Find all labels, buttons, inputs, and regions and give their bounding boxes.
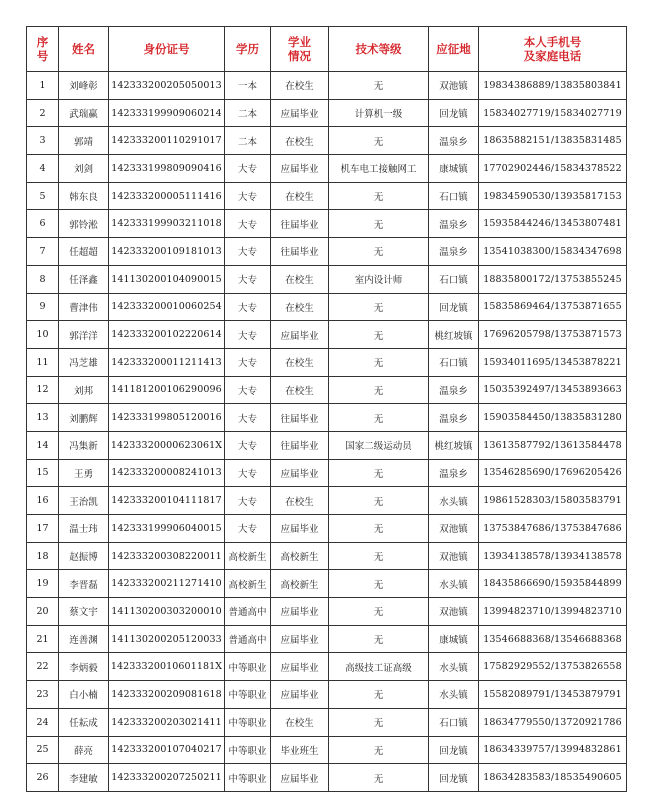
cell-study-status: 应届毕业 [271,764,329,792]
cell-phone: 15582089791/13453879791 [479,681,627,709]
cell-study-status: 应届毕业 [271,515,329,543]
cell-recruit-place: 双池镇 [429,515,479,543]
cell-skill-level: 无 [329,127,429,155]
cell-seq: 2 [27,99,59,127]
cell-name: 王治凯 [59,487,109,515]
cell-education: 大专 [225,321,271,349]
cell-study-status: 应届毕业 [271,625,329,653]
cell-name: 李炳毅 [59,653,109,681]
cell-seq: 18 [27,542,59,570]
cell-phone: 15935844246/13453807481 [479,210,627,238]
cell-recruit-place: 温泉乡 [429,238,479,266]
cell-id-number: 142333200205050013 [109,72,225,100]
cell-recruit-place: 石口镇 [429,182,479,210]
cell-name: 郭靖 [59,127,109,155]
table-row [27,376,627,404]
cell-id-number: 142333200011211413 [109,348,225,376]
table-row [27,155,627,183]
cell-recruit-place: 双池镇 [429,542,479,570]
cell-id-number: 142333200109181013 [109,238,225,266]
cell-study-status: 在校生 [271,348,329,376]
cell-phone: 19861528303/15803583791 [479,487,627,515]
cell-id-number: 142333200209081618 [109,681,225,709]
cell-id-number: 142333199903211018 [109,210,225,238]
cell-recruit-place: 水头镇 [429,681,479,709]
cell-recruit-place: 温泉乡 [429,459,479,487]
cell-recruit-place: 石口镇 [429,265,479,293]
cell-name: 李晋磊 [59,570,109,598]
cell-id-number: 142333200211271410 [109,570,225,598]
cell-education: 大专 [225,487,271,515]
cell-seq: 11 [27,348,59,376]
header-phone: 本人手机号 及家庭电话 [479,27,627,72]
table-row [27,708,627,736]
cell-skill-level: 无 [329,321,429,349]
cell-study-status: 在校生 [271,127,329,155]
cell-phone: 17696205798/13753871573 [479,321,627,349]
cell-name: 郭洋洋 [59,321,109,349]
cell-id-number: 141181200106290096 [109,376,225,404]
table-row [27,515,627,543]
cell-seq: 20 [27,598,59,626]
cell-skill-level: 无 [329,238,429,266]
table-row [27,570,627,598]
cell-seq: 17 [27,515,59,543]
cell-name: 任超超 [59,238,109,266]
cell-study-status: 在校生 [271,293,329,321]
cell-education: 大专 [225,210,271,238]
cell-name: 任耘成 [59,708,109,736]
cell-id-number: 142333199906040015 [109,515,225,543]
cell-education: 中等职业 [225,653,271,681]
cell-skill-level: 无 [329,736,429,764]
cell-id-number: 142333200104111817 [109,487,225,515]
cell-phone: 13934138578/13934138578 [479,542,627,570]
cell-recruit-place: 水头镇 [429,487,479,515]
cell-phone: 18634339757/13994832861 [479,736,627,764]
cell-id-number: 142333199805120016 [109,404,225,432]
cell-name: 刘邦 [59,376,109,404]
cell-study-status: 在校生 [271,182,329,210]
cell-id-number: 141130200104090015 [109,265,225,293]
cell-skill-level: 国家二级运动员 [329,431,429,459]
table-row [27,681,627,709]
cell-study-status: 应届毕业 [271,653,329,681]
cell-skill-level: 无 [329,348,429,376]
cell-phone: 18634779550/13720921786 [479,708,627,736]
cell-study-status: 在校生 [271,72,329,100]
cell-skill-level: 无 [329,542,429,570]
cell-id-number: 142333200008241013 [109,459,225,487]
cell-phone: 13546688368/13546688368 [479,625,627,653]
cell-education: 大专 [225,155,271,183]
cell-study-status: 毕业班生 [271,736,329,764]
cell-name: 武瑞赢 [59,99,109,127]
cell-phone: 19834386889/13835803841 [479,72,627,100]
cell-recruit-place: 温泉乡 [429,127,479,155]
cell-recruit-place: 水头镇 [429,653,479,681]
cell-seq: 16 [27,487,59,515]
cell-recruit-place: 温泉乡 [429,404,479,432]
cell-name: 任泽鑫 [59,265,109,293]
table-row [27,348,627,376]
cell-skill-level: 室内设计师 [329,265,429,293]
cell-phone: 15903584450/13835831280 [479,404,627,432]
table-row [27,321,627,349]
cell-seq: 19 [27,570,59,598]
cell-education: 大专 [225,459,271,487]
cell-skill-level: 无 [329,459,429,487]
cell-study-status: 在校生 [271,487,329,515]
cell-education: 高校新生 [225,542,271,570]
cell-seq: 22 [27,653,59,681]
table-row [27,238,627,266]
cell-seq: 10 [27,321,59,349]
cell-study-status: 往届毕业 [271,404,329,432]
cell-seq: 8 [27,265,59,293]
header-study-status: 学业 情况 [271,27,329,72]
table-row [27,99,627,127]
cell-name: 刘峰彰 [59,72,109,100]
table-row [27,459,627,487]
cell-skill-level: 无 [329,598,429,626]
table-row [27,293,627,321]
cell-study-status: 往届毕业 [271,431,329,459]
cell-education: 二本 [225,99,271,127]
cell-study-status: 在校生 [271,376,329,404]
cell-education: 中等职业 [225,708,271,736]
header-id-number: 身份证号 [109,27,225,72]
cell-skill-level: 无 [329,293,429,321]
table-row [27,764,627,792]
table-row [27,404,627,432]
cell-study-status: 高校新生 [271,542,329,570]
header-row [27,27,627,72]
cell-seq: 13 [27,404,59,432]
cell-name: 刘剑 [59,155,109,183]
cell-study-status: 往届毕业 [271,210,329,238]
cell-name: 薛亮 [59,736,109,764]
cell-skill-level: 无 [329,708,429,736]
cell-name: 王勇 [59,459,109,487]
cell-seq: 26 [27,764,59,792]
cell-seq: 6 [27,210,59,238]
cell-recruit-place: 温泉乡 [429,210,479,238]
cell-id-number: 141130200303200010 [109,598,225,626]
cell-seq: 23 [27,681,59,709]
cell-seq: 1 [27,72,59,100]
cell-study-status: 应届毕业 [271,681,329,709]
cell-recruit-place: 回龙镇 [429,293,479,321]
cell-id-number: 142333200107040217 [109,736,225,764]
table-row [27,72,627,100]
cell-recruit-place: 回龙镇 [429,99,479,127]
cell-recruit-place: 双池镇 [429,598,479,626]
cell-phone: 18435866690/15935844899 [479,570,627,598]
table-row [27,127,627,155]
table-row [27,598,627,626]
cell-education: 一本 [225,72,271,100]
cell-phone: 18835800172/13753855245 [479,265,627,293]
cell-skill-level: 无 [329,404,429,432]
cell-seq: 4 [27,155,59,183]
cell-education: 大专 [225,293,271,321]
cell-skill-level: 无 [329,625,429,653]
cell-study-status: 往届毕业 [271,238,329,266]
cell-skill-level: 无 [329,681,429,709]
cell-education: 大专 [225,404,271,432]
cell-education: 中等职业 [225,681,271,709]
cell-study-status: 应届毕业 [271,459,329,487]
cell-name: 刘鹏辉 [59,404,109,432]
cell-name: 冯芝雄 [59,348,109,376]
cell-skill-level: 无 [329,570,429,598]
table-row [27,542,627,570]
cell-seq: 24 [27,708,59,736]
cell-skill-level: 无 [329,376,429,404]
cell-skill-level: 无 [329,764,429,792]
cell-education: 普通高中 [225,598,271,626]
cell-recruit-place: 桃红坡镇 [429,431,479,459]
table-row [27,182,627,210]
cell-phone: 18635882151/13835831485 [479,127,627,155]
cell-skill-level: 无 [329,210,429,238]
cell-skill-level: 计算机一级 [329,99,429,127]
cell-education: 大专 [225,238,271,266]
cell-education: 二本 [225,127,271,155]
cell-phone: 13541038300/15834347698 [479,238,627,266]
cell-recruit-place: 水头镇 [429,570,479,598]
cell-education: 高校新生 [225,570,271,598]
cell-name: 冯集新 [59,431,109,459]
cell-recruit-place: 桃红坡镇 [429,321,479,349]
cell-id-number: 142333199909060214 [109,99,225,127]
cell-id-number: 14233320000623061X [109,431,225,459]
cell-recruit-place: 石口镇 [429,708,479,736]
cell-seq: 5 [27,182,59,210]
cell-phone: 13994823710/13994823710 [479,598,627,626]
cell-id-number: 141130200205120033 [109,625,225,653]
cell-skill-level: 无 [329,515,429,543]
cell-seq: 14 [27,431,59,459]
cell-education: 大专 [225,182,271,210]
table-row [27,736,627,764]
cell-seq: 12 [27,376,59,404]
cell-name: 蔡文宇 [59,598,109,626]
cell-phone: 15934011695/13453878221 [479,348,627,376]
header-education: 学历 [225,27,271,72]
cell-phone: 15834027719/15834027719 [479,99,627,127]
cell-phone: 13613587792/13613584478 [479,431,627,459]
cell-study-status: 应届毕业 [271,321,329,349]
roster-body [27,72,627,792]
cell-study-status: 在校生 [271,708,329,736]
cell-education: 中等职业 [225,736,271,764]
cell-phone: 17702902446/15834378522 [479,155,627,183]
cell-id-number: 142333200203021411 [109,708,225,736]
cell-phone: 17582929552/13753826558 [479,653,627,681]
cell-skill-level: 机车电工接触网工 [329,155,429,183]
cell-phone: 15035392497/13453893663 [479,376,627,404]
cell-name: 韩东良 [59,182,109,210]
cell-education: 大专 [225,376,271,404]
cell-phone: 18634283583/18535490605 [479,764,627,792]
cell-recruit-place: 石口镇 [429,348,479,376]
cell-recruit-place: 回龙镇 [429,736,479,764]
cell-name: 温士玮 [59,515,109,543]
cell-id-number: 142333200308220011 [109,542,225,570]
cell-id-number: 142333200110291017 [109,127,225,155]
table-row [27,653,627,681]
cell-id-number: 142333200102220614 [109,321,225,349]
cell-id-number: 142333199809090416 [109,155,225,183]
cell-name: 连善渊 [59,625,109,653]
table-row [27,210,627,238]
cell-education: 大专 [225,431,271,459]
cell-recruit-place: 康城镇 [429,155,479,183]
cell-id-number: 14233320010601181X [109,653,225,681]
cell-seq: 9 [27,293,59,321]
header-skill-level: 技术等级 [329,27,429,72]
cell-education: 大专 [225,348,271,376]
cell-seq: 15 [27,459,59,487]
cell-id-number: 142333200010060254 [109,293,225,321]
cell-skill-level: 无 [329,72,429,100]
table-row [27,265,627,293]
cell-seq: 21 [27,625,59,653]
cell-study-status: 在校生 [271,265,329,293]
cell-id-number: 142333200207250211 [109,764,225,792]
cell-name: 曹津伟 [59,293,109,321]
cell-study-status: 高校新生 [271,570,329,598]
cell-recruit-place: 双池镇 [429,72,479,100]
cell-education: 大专 [225,515,271,543]
cell-name: 郭铃淞 [59,210,109,238]
cell-seq: 3 [27,127,59,155]
cell-skill-level: 无 [329,182,429,210]
cell-recruit-place: 康城镇 [429,625,479,653]
cell-study-status: 应届毕业 [271,155,329,183]
cell-phone: 13753847686/13753847686 [479,515,627,543]
cell-education: 大专 [225,265,271,293]
cell-seq: 7 [27,238,59,266]
cell-phone: 13546285690/17696205426 [479,459,627,487]
cell-phone: 19834590530/13935817153 [479,182,627,210]
header-recruit-place: 应征地 [429,27,479,72]
table-row [27,625,627,653]
cell-name: 赵振博 [59,542,109,570]
cell-name: 李建敏 [59,764,109,792]
cell-skill-level: 高级技工证高级 [329,653,429,681]
header-seq: 序 号 [27,27,59,72]
cell-phone: 15835869464/13753871655 [479,293,627,321]
cell-recruit-place: 回龙镇 [429,764,479,792]
table-row [27,487,627,515]
header-name: 姓名 [59,27,109,72]
cell-recruit-place: 温泉乡 [429,376,479,404]
cell-seq: 25 [27,736,59,764]
cell-education: 普通高中 [225,625,271,653]
cell-education: 中等职业 [225,764,271,792]
cell-name: 白小楠 [59,681,109,709]
cell-study-status: 应届毕业 [271,99,329,127]
cell-id-number: 142333200005111416 [109,182,225,210]
recruit-roster-table [26,26,627,792]
cell-study-status: 应届毕业 [271,598,329,626]
cell-skill-level: 无 [329,487,429,515]
table-row [27,431,627,459]
